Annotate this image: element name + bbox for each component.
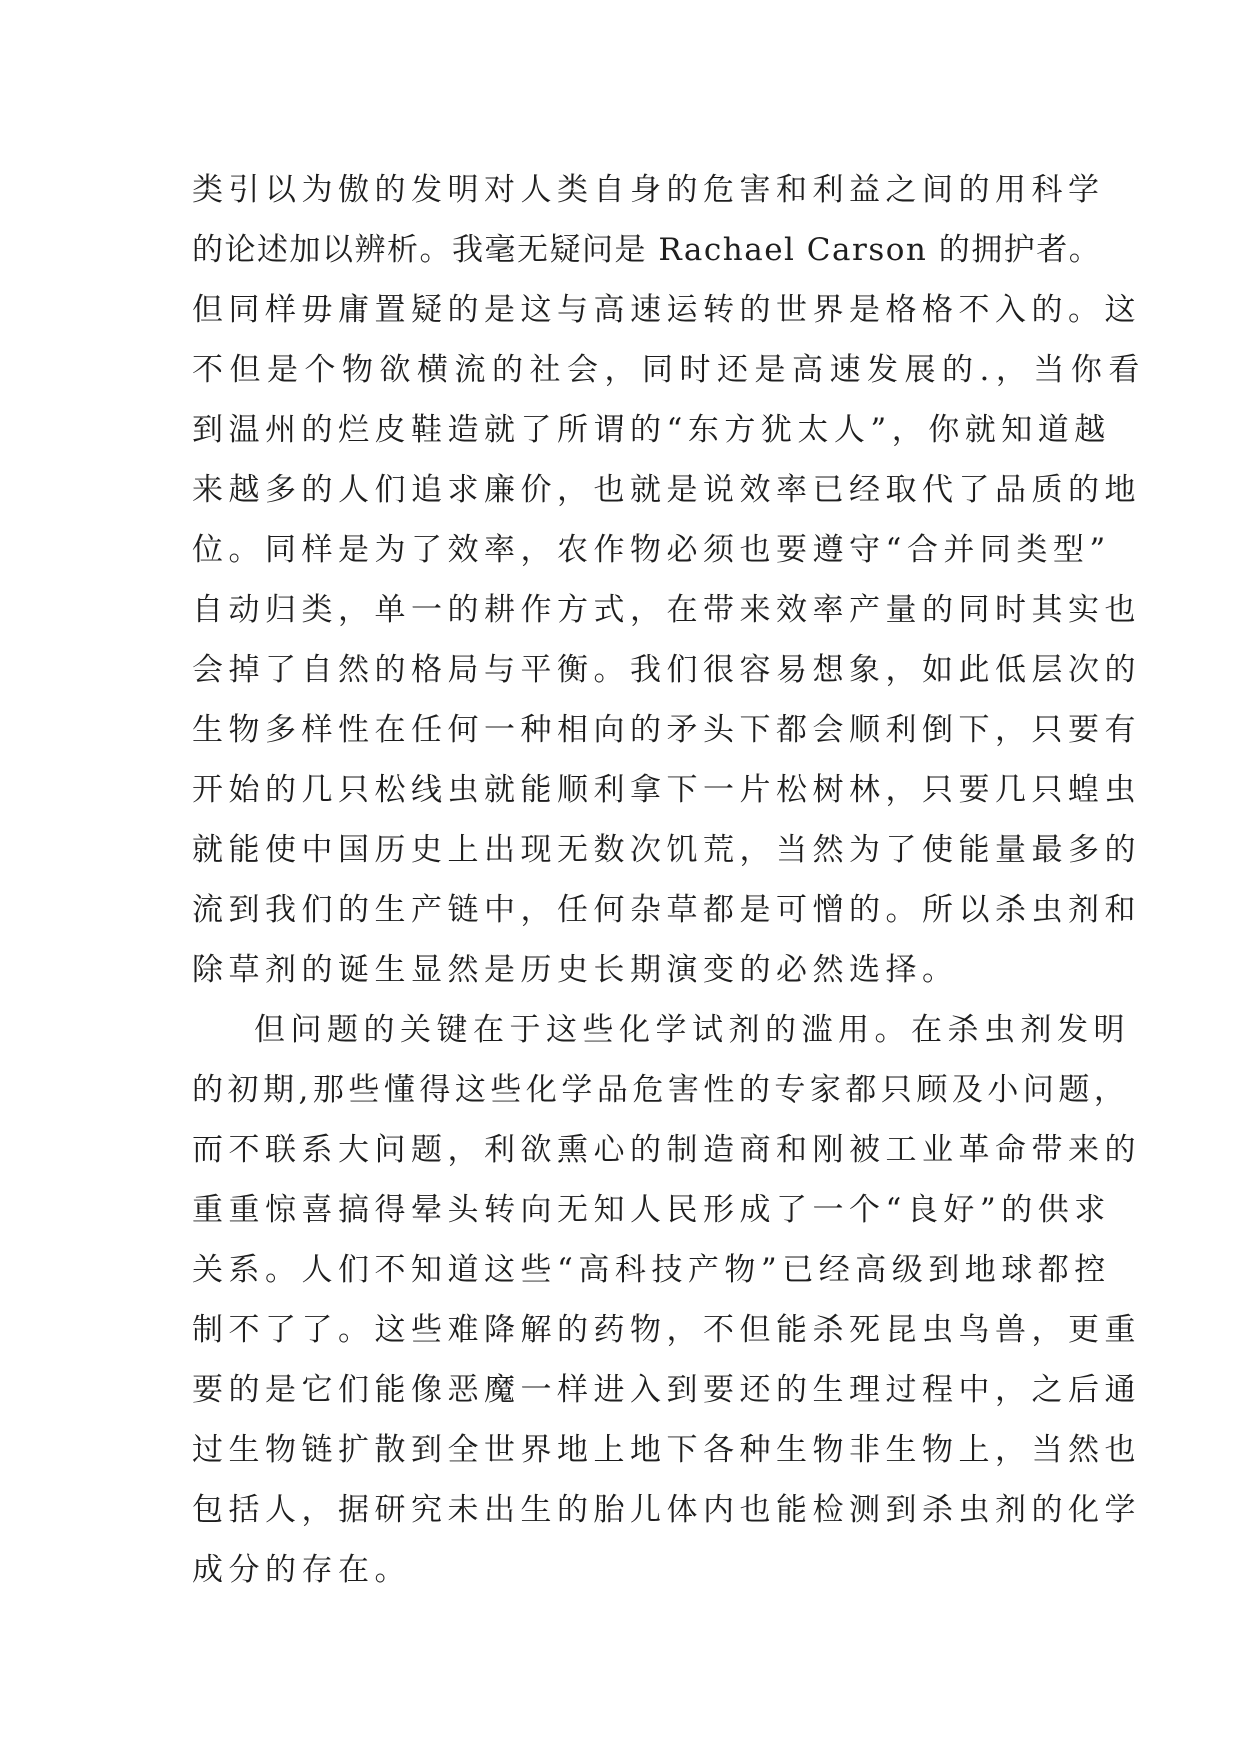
text-line: 成分的存在。 bbox=[192, 1552, 411, 1588]
text-line: 要的是它们能像恶魔一样进入到要还的生理过程中，之后通 bbox=[192, 1372, 1141, 1408]
text-line: 重重惊喜搞得晕头转向无知人民形成了一个“良好”的供求 bbox=[192, 1192, 1111, 1228]
text-line: 制不了了。这些难降解的药物，不但能杀死昆虫鸟兽，更重 bbox=[192, 1312, 1141, 1348]
text-line: 就能使中国历史上出现无数次饥荒，当然为了使能量最多的 bbox=[192, 832, 1141, 868]
text-line: 而不联系大问题，利欲熏心的制造商和刚被工业革命带来的 bbox=[192, 1132, 1141, 1168]
text-line: 到温州的烂皮鞋造就了所谓的“东方犹太人”，你就知道越 bbox=[192, 412, 1111, 448]
text-line: 但同样毋庸置疑的是这与高速运转的世界是格格不入的。这 bbox=[192, 292, 1141, 328]
text-line: 过生物链扩散到全世界地上地下各种生物非生物上，当然也 bbox=[192, 1432, 1141, 1468]
text-line: 类引以为傲的发明对人类自身的危害和利益之间的用科学 bbox=[192, 172, 1105, 208]
paragraph-first-line: 但问题的关键在于这些化学试剂的滥用。在杀虫剂发明 bbox=[254, 1012, 1130, 1048]
text-line: 包括人，据研究未出生的胎儿体内也能检测到杀虫剂的化学 bbox=[192, 1492, 1141, 1528]
text-line: 的初期,那些懂得这些化学品危害性的专家都只顾及小问题， bbox=[192, 1072, 1130, 1108]
text-line: 开始的几只松线虫就能顺利拿下一片松树林，只要几只蝗虫 bbox=[192, 772, 1141, 808]
text-line: 的论述加以辨析。我毫无疑问是 Rachael Carson 的拥护者。 bbox=[192, 232, 1102, 268]
text-line: 流到我们的生产链中，任何杂草都是可憎的。所以杀虫剂和 bbox=[192, 892, 1141, 928]
text-line: 来越多的人们追求廉价，也就是说效率已经取代了品质的地 bbox=[192, 472, 1141, 508]
text-line: 不但是个物欲横流的社会，同时还是高速发展的.，当你看 bbox=[192, 352, 1146, 388]
text-line: 位。同样是为了效率，农作物必须也要遵守“合并同类型” bbox=[192, 532, 1111, 568]
text-line: 会掉了自然的格局与平衡。我们很容易想象，如此低层次的 bbox=[192, 652, 1141, 688]
text-line: 关系。人们不知道这些“高科技产物”已经高级到地球都控 bbox=[192, 1252, 1111, 1288]
text-line: 除草剂的诞生显然是历史长期演变的必然选择。 bbox=[192, 952, 959, 988]
text-line: 自动归类，单一的耕作方式，在带来效率产量的同时其实也 bbox=[192, 592, 1141, 628]
text-line: 生物多样性在任何一种相向的矛头下都会顺利倒下，只要有 bbox=[192, 712, 1141, 748]
